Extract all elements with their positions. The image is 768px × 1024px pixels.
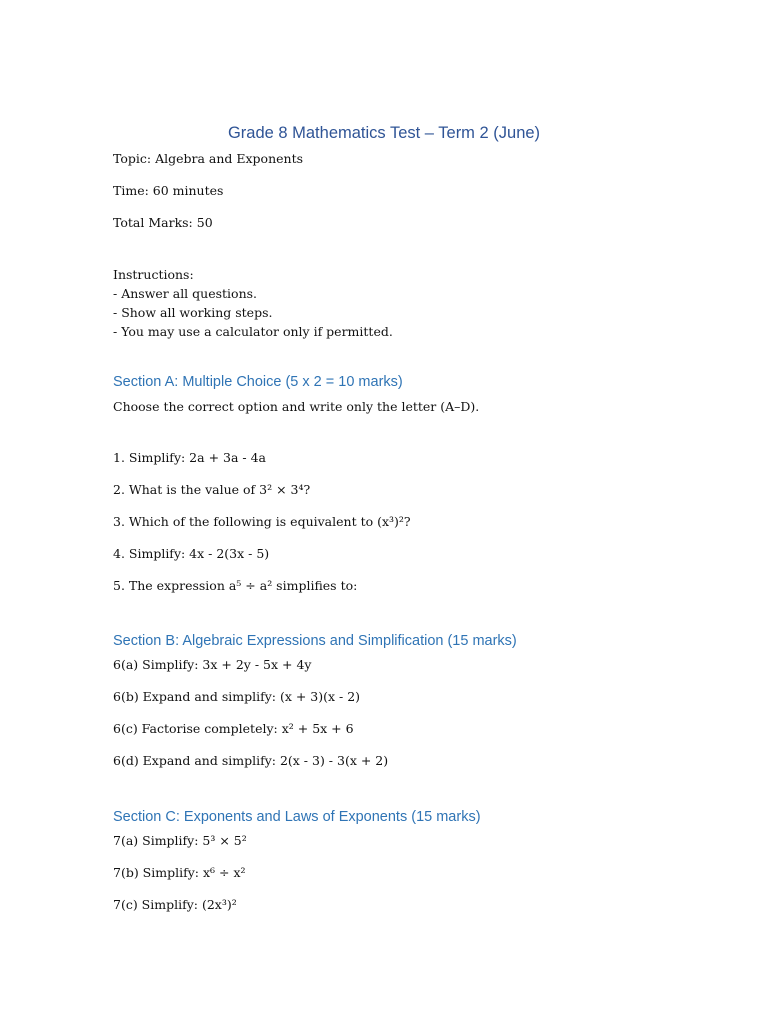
topic-line: Topic: Algebra and Exponents <box>113 151 304 166</box>
total-marks-line: Total Marks: 50 <box>113 215 213 230</box>
instructions-heading: Instructions: <box>113 267 194 282</box>
section-a-intro: Choose the correct option and write only the letter (A–D). <box>113 399 480 414</box>
instruction-item: - Answer all questions. <box>113 286 258 301</box>
question-item: 6(c) Factorise completely: x² + 5x + 6 <box>113 721 354 736</box>
document-title: Grade 8 Mathematics Test – Term 2 (June) <box>227 124 541 142</box>
question-item: 6(b) Expand and simplify: (x + 3)(x - 2) <box>113 689 361 704</box>
section-c-heading: Section C: Exponents and Laws of Exponents (15 marks) <box>113 809 481 825</box>
question-item: 7(c) Simplify: (2x³)² <box>113 897 237 912</box>
instruction-item: - You may use a calculator only if permitted. <box>113 324 393 339</box>
question-item: 6(a) Simplify: 3x + 2y - 5x + 4y <box>113 657 312 672</box>
section-a-heading: Section A: Multiple Choice (5 x 2 = 10 marks) <box>113 374 403 390</box>
question-item: 5. The expression a⁵ ÷ a² simplifies to: <box>113 578 358 593</box>
question-item: 7(b) Simplify: x⁶ ÷ x² <box>113 865 246 880</box>
question-item: 7(a) Simplify: 5³ × 5² <box>113 833 247 848</box>
question-item: 2. What is the value of 3² × 3⁴? <box>113 482 311 497</box>
question-item: 3. Which of the following is equivalent to (x³)²? <box>113 514 411 529</box>
time-line: Time: 60 minutes <box>113 183 224 198</box>
question-item: 4. Simplify: 4x - 2(3x - 5) <box>113 546 270 561</box>
section-b-heading: Section B: Algebraic Expressions and Simplification (15 marks) <box>113 633 517 649</box>
question-item: 1. Simplify: 2a + 3a - 4a <box>113 450 266 465</box>
instruction-item: - Show all working steps. <box>113 305 273 320</box>
question-item: 6(d) Expand and simplify: 2(x - 3) - 3(x + 2) <box>113 753 389 768</box>
